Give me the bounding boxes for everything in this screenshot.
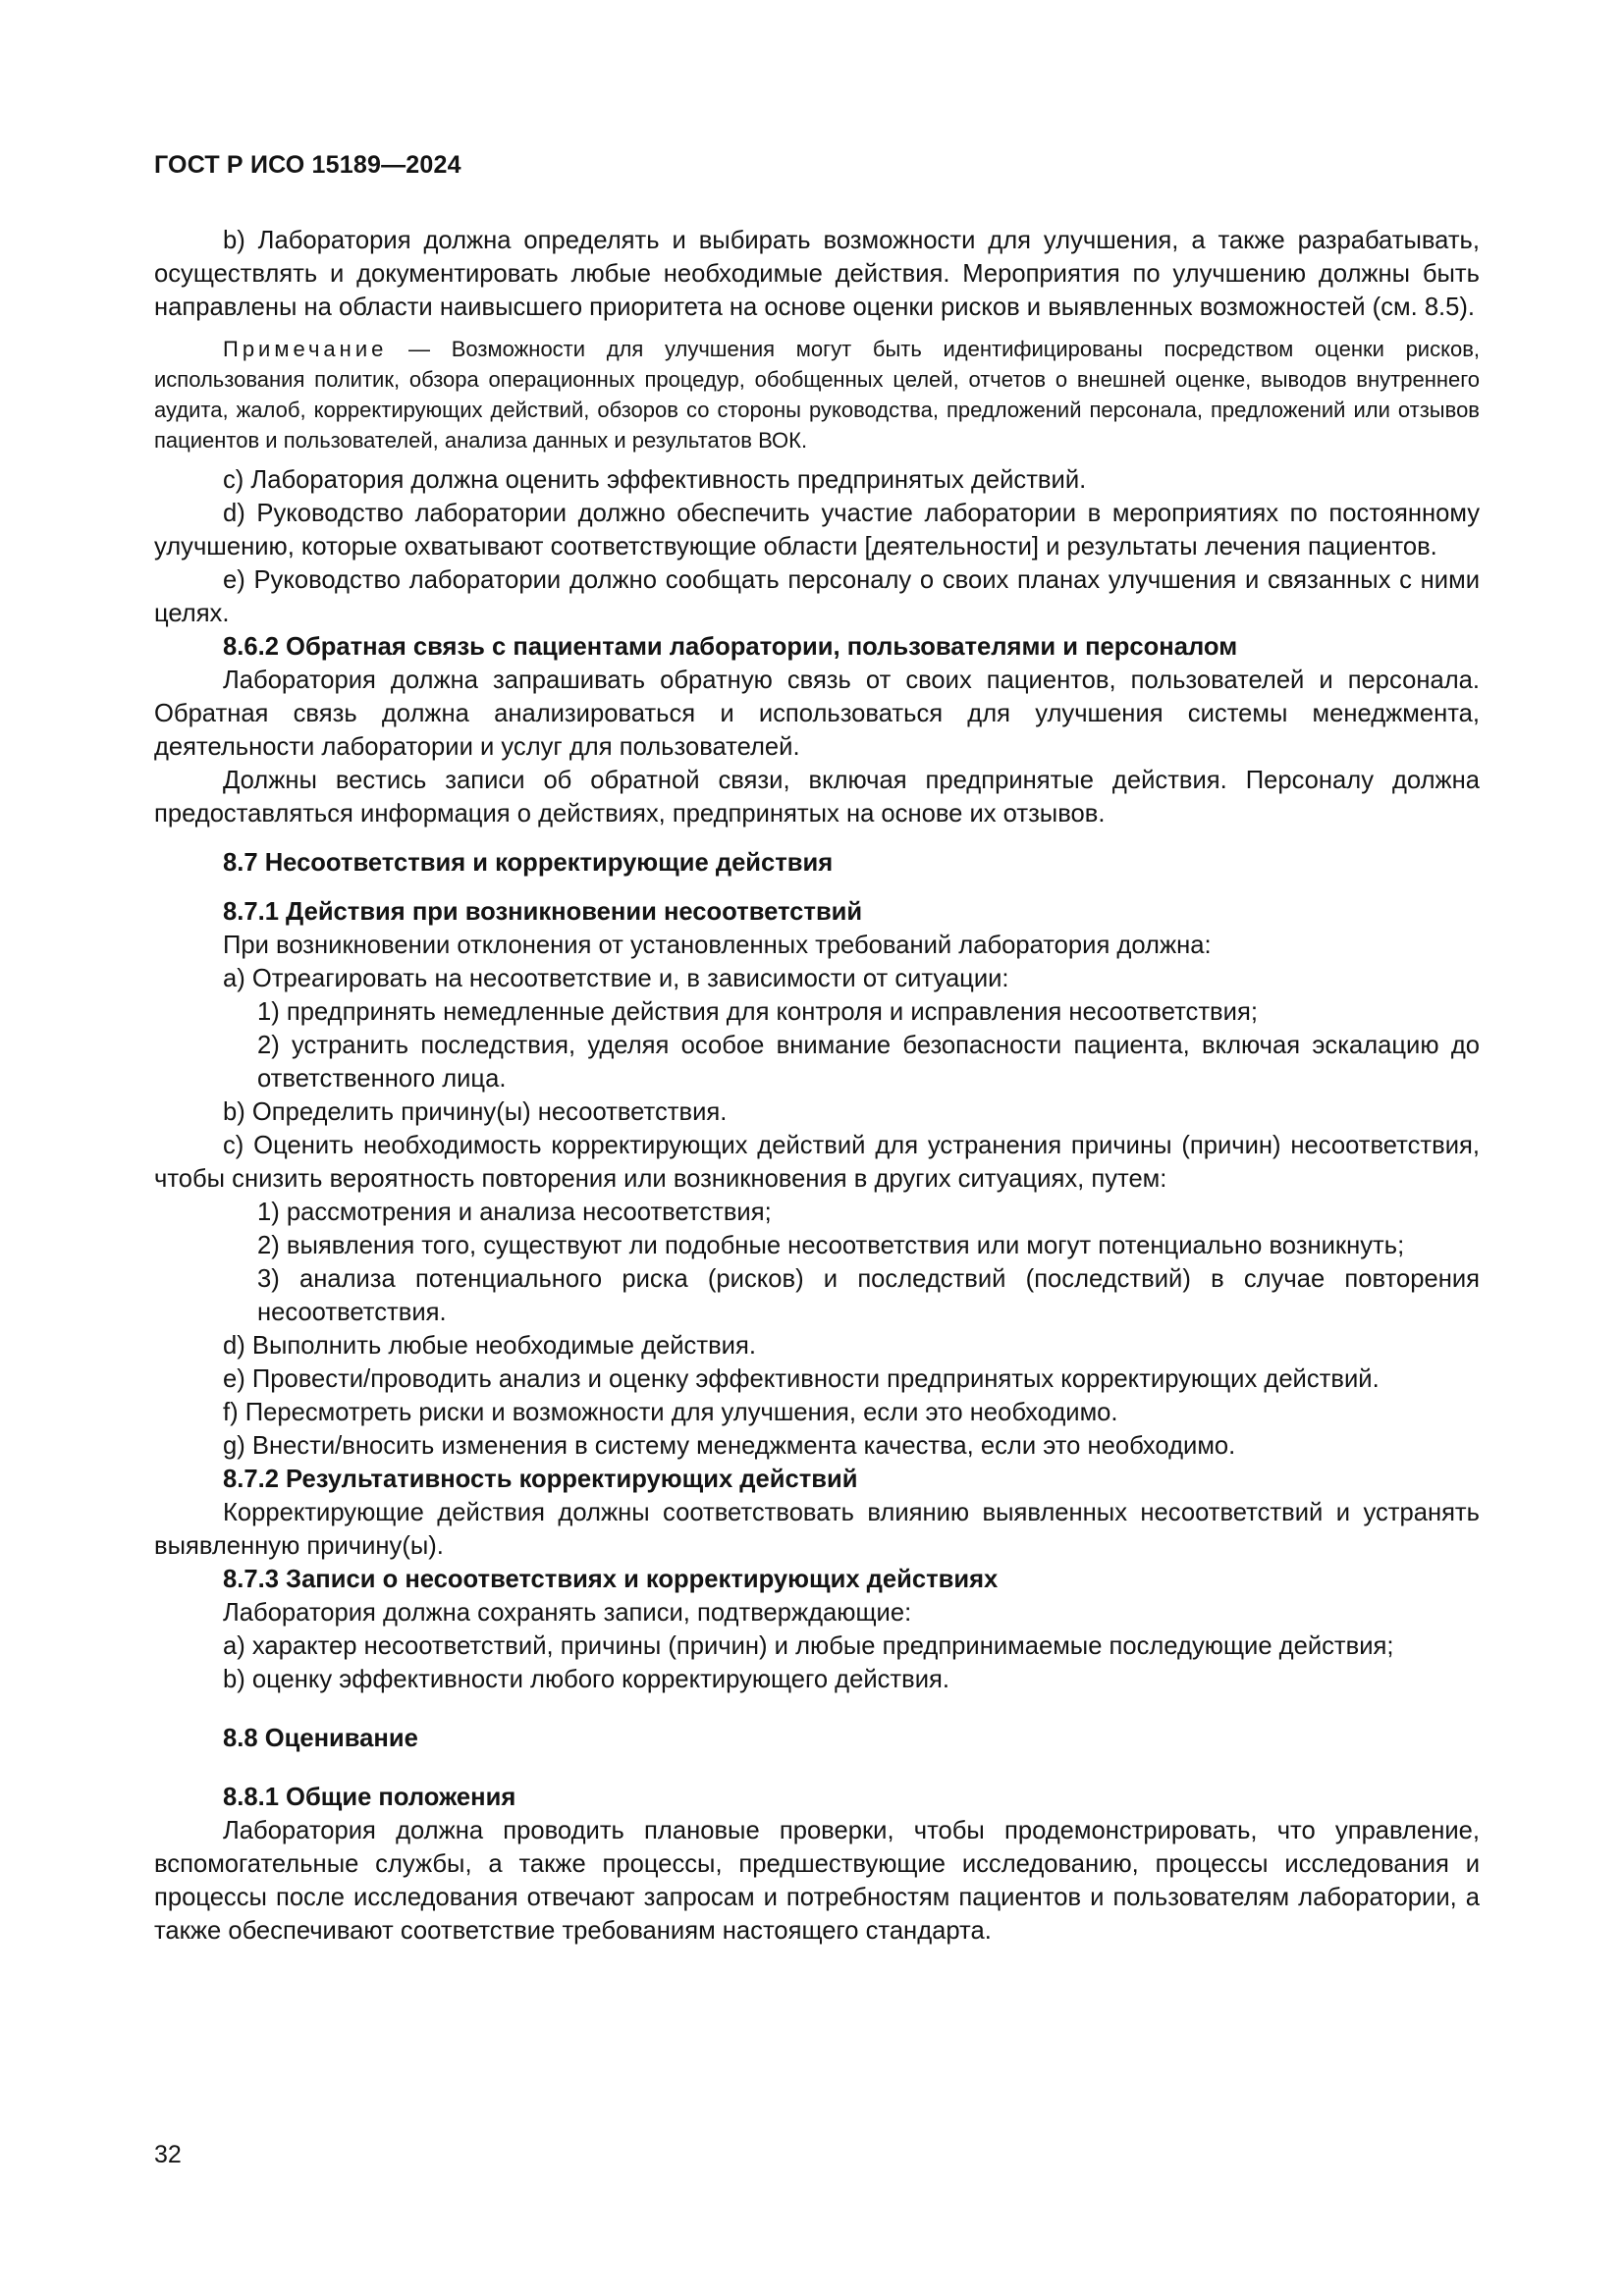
paragraph: b) Определить причину(ы) несоответствия. (223, 1098, 728, 1126)
document-header: ГОСТ Р ИСО 15189—2024 (154, 151, 461, 179)
section-heading-8-6-2: 8.6.2 Обратная связь с пациентами лаборатории, пользователями и персоналом (223, 633, 1238, 661)
paragraph: e) Провести/проводить анализ и оценку эффективности предпринятых корректирующих действий. (223, 1365, 1380, 1393)
paragraph: g) Внести/вносить изменения в систему менеджмента качества, если это необходимо. (223, 1432, 1236, 1460)
paragraph: a) Отреагировать на несоответствие и, в зависимости от ситуации: (223, 965, 1009, 992)
note (154, 334, 1480, 455)
note-text: — Возможности для улучшения могут быть идентифицированы посредством оценки рисков, использования политик, обзора операционных процедур, обобщенных целей, отчетов о внешней оценке, выводов внутреннего аудита, жалоб, корректирующих действий, обзоров со стороны руководства, предложений персонала, предложений или отзывов пациентов и пользователей, анализа данных и результатов ВОК. (154, 337, 1480, 453)
paragraph: Лаборатория должна сохранять записи, подтверждающие: (223, 1599, 912, 1627)
section-heading-8-7-2: 8.7.2 Результативность корректирующих действий (223, 1466, 858, 1493)
paragraph: c) Оценить необходимость корректирующих действий для устранения причины (причин) несоответствия, чтобы снизить вероятность повторения или возникновения в других ситуациях, путем: (154, 1132, 1480, 1193)
page-number: 32 (154, 2141, 182, 2168)
list-item: 1) предпринять немедленные действия для контроля и исправления несоответствия; (257, 998, 1258, 1026)
paragraph: b) Лаборатория должна определять и выбирать возможности для улучшения, а также разрабатывать, осуществлять и документировать любые необходимые действия. Мероприятия по улучшению должны быть направлены на области наивысшего приоритета на основе оценки рисков и выявленных возможностей (см. 8.5). (154, 227, 1480, 321)
paragraph: d) Руководство лаборатории должно обеспечить участие лаборатории в мероприятиях по постоянному улучшению, которые охватывают соответствующие области [деятельности] и результаты лечения пациентов. (154, 500, 1480, 561)
list-item: 2) выявления того, существуют ли подобные несоответствия или могут потенциально возникнуть; (257, 1232, 1405, 1259)
paragraph: e) Руководство лаборатории должно сообщать персоналу о своих планах улучшения и связанных с ними целях. (154, 566, 1480, 627)
paragraph: Корректирующие действия должны соответствовать влиянию выявленных несоответствий и устранять выявленную причину(ы). (154, 1499, 1480, 1560)
paragraph: f) Пересмотреть риски и возможности для улучшения, если это необходимо. (223, 1399, 1118, 1426)
section-heading-8-7-3: 8.7.3 Записи о несоответствиях и корректирующих действиях (223, 1566, 999, 1593)
paragraph: a) характер несоответствий, причины (причин) и любые предпринимаемые последующие действия; (223, 1632, 1394, 1660)
paragraph: При возникновении отклонения от установленных требований лаборатория должна: (223, 932, 1212, 959)
paragraph: Лаборатория должна запрашивать обратную связь от своих пациентов, пользователей и персонала. Обратная связь должна анализироваться и использоваться для улучшения системы менеджмента, деятельности лаборатории и услуг для пользователей. (154, 667, 1480, 761)
section-heading-8-8-1: 8.8.1 Общие положения (223, 1784, 516, 1811)
paragraph: c) Лаборатория должна оценить эффективность предпринятых действий. (223, 466, 1087, 494)
note-label: Примечание (223, 337, 388, 361)
section-heading-8-7: 8.7 Несоответствия и корректирующие действия (223, 849, 834, 877)
list-item: 2) устранить последствия, уделяя особое внимание безопасности пациента, включая эскалацию до ответственного лица. (257, 1032, 1480, 1093)
list-item: 1) рассмотрения и анализа несоответствия; (257, 1199, 772, 1226)
list-item: 3) анализа потенциального риска (рисков) и последствий (последствий) в случае повторения несоответствия. (257, 1265, 1480, 1326)
paragraph: Должны вестись записи об обратной связи, включая предпринятые действия. Персоналу должна предоставляться информация о действиях, предпринятых на основе их отзывов. (154, 767, 1480, 828)
paragraph: d) Выполнить любые необходимые действия. (223, 1332, 756, 1360)
section-heading-8-7-1: 8.7.1 Действия при возникновении несоответствий (223, 898, 863, 926)
paragraph: b) оценку эффективности любого корректирующего действия. (223, 1666, 950, 1693)
paragraph: Лаборатория должна проводить плановые проверки, чтобы продемонстрировать, что управление, вспомогательные службы, а также процессы, предшествующие исследованию, процессы исследования и процессы после исследования отвечают запросам и потребностям пациентов и пользователям лаборатории, а также обеспечивают соответствие требованиям настоящего стандарта. (154, 1817, 1480, 1945)
section-heading-8-8: 8.8 Оценивание (223, 1725, 418, 1752)
document-body (154, 224, 1480, 1948)
